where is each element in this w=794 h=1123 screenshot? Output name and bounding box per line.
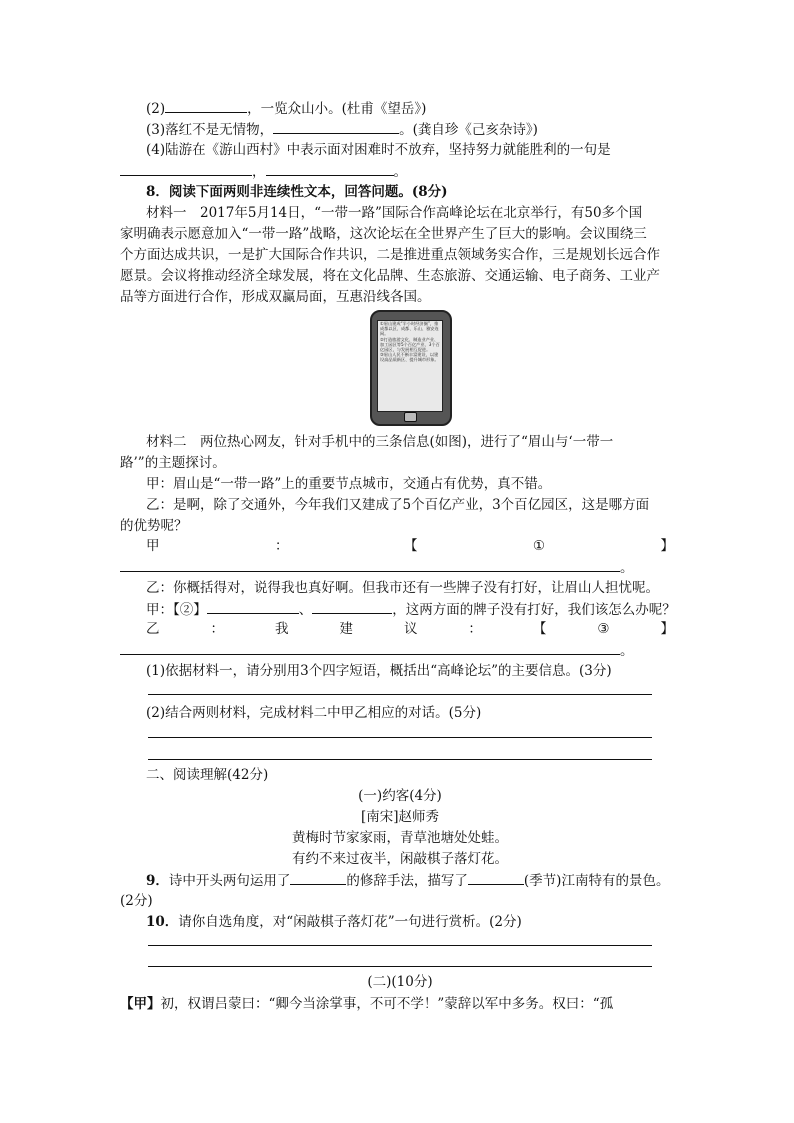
material1-line: 个方面达成共识，一是扩大国际合作共识，二是推进重点领域务实合作，三是规划长远合作 (120, 247, 660, 263)
q8-heading: 8．阅读下面两则非连续性文本，回答问题。(8分) (146, 184, 448, 200)
answer-blank[interactable] (120, 557, 620, 572)
answer-blank[interactable] (165, 98, 247, 113)
dialogue-yi1-cont: 的优势呢？ (120, 518, 188, 534)
answer-blank[interactable] (290, 870, 346, 885)
dialogue-jia1: 甲：眉山是“一带一路”上的重要节点城市，交通占有优势，真不错。 (146, 476, 552, 492)
classical-text-jia: 【甲】初，权谓吕蒙曰：“卿今当涂掌事，不可不学！”蒙辞以军中多务。权曰：“孤 (120, 996, 614, 1012)
q8-sub2: (2)结合两则材料，完成材料二中甲乙相应的对话。(5分) (146, 705, 482, 721)
answer-line[interactable] (148, 966, 652, 967)
answer-blank[interactable] (468, 870, 524, 885)
dialogue-jia3: 甲：【②】 、 ，这两方面的牌子没有打好，我们该怎么办呢？ (146, 599, 706, 620)
dialogue-jia2-answer: 。 (120, 557, 680, 578)
poem-line: 黄梅时节家家雨，青草池塘处处蛙。 (292, 830, 508, 846)
q9: 9．诗中开头两句运用了 的修辞手法，描写了 (季节)江南特有的景色。 (146, 870, 706, 891)
dialogue-yi1: 乙：是啊，除了交通外，今年我们又建成了5个百亿产业，3个百亿园区，这是哪方面 (146, 497, 650, 513)
material2-line: 材料二 两位热心网友，针对手机中的三条信息(如图)，进行了“眉山与‘一带一 (146, 434, 614, 450)
poem-title: (一)约客(4分) (358, 788, 442, 804)
home-button-icon (404, 412, 417, 422)
material1-line: 家明确表示愿意加入“一带一路”战略，这次论坛在全世界产生了巨大的影响。会议围绕三 (120, 226, 647, 242)
phone-screen: ①眉山建成“半小时经济圈”，推成都以区、成都、乐山、雅安连网。 ②打造旅游文化、制造业产业、加工园区等5个百亿产业、3个百亿园区，与发展相互促进。 ③眉山人民不断丰富建设，以建设高品质新区、提升城市形象。 (377, 320, 443, 412)
poetry-q2: (2) ，一览众山小。(杜甫《望岳》) (146, 98, 706, 119)
q10: 10．请你自选角度，对“闲敲棋子落灯花”一句进行赏析。(2分) (146, 914, 522, 930)
material1-line: 愿景。会议将推动经济全球发展，将在文化品牌、生态旅游、交通运输、电子商务、工业产 (120, 268, 660, 284)
material1-line: 品等方面进行合作，形成双赢局面，互惠沿线各国。 (120, 289, 431, 305)
material2-line: 路’”的主题探讨。 (120, 455, 226, 471)
answer-line[interactable] (148, 737, 652, 738)
answer-line[interactable] (148, 945, 652, 946)
poetry-q3: (3)落红不是无情物， 。(龚自珍《己亥杂诗》) (146, 119, 706, 140)
poetry-q4-answer: ， 。 (120, 161, 680, 182)
answer-blank[interactable] (266, 161, 394, 176)
poem-line: 有约不来过夜半，闲敲棋子落灯花。 (292, 851, 508, 867)
section2-heading: 二、阅读理解(42分) (146, 767, 269, 783)
material1-line: 材料一 2017年5月14日，“一带一路”国际合作高峰论坛在北京举行，有50多个国 (146, 205, 643, 221)
answer-blank[interactable] (273, 119, 399, 134)
dialogue-jia2: 甲 ： 【 ① 】 (146, 538, 674, 554)
poem-author: [南宋]赵师秀 (360, 809, 440, 825)
poetry-q4: (4)陆游在《游山西村》中表示面对困难时不放弃，坚持努力就能胜利的一句是 (146, 142, 611, 158)
phone-illustration (370, 310, 452, 426)
answer-line[interactable] (148, 694, 652, 695)
answer-blank[interactable] (312, 599, 392, 614)
part2-title: (二)(10分) (367, 974, 433, 990)
answer-blank[interactable] (207, 599, 299, 614)
q9-score: (2分) (120, 893, 153, 909)
dialogue-yi2: 乙：你概括得对，说得我也真好啊。但我市还有一些牌子没有打好，让眉山人担忧呢。 (146, 580, 659, 596)
dialogue-yi3: 乙 ： 我 建 议 ： 【 ③ 】 (146, 621, 674, 637)
answer-line[interactable] (148, 759, 652, 760)
q8-sub1: (1)依据材料一，请分别用3个四字短语，概括出“高峰论坛”的主要信息。(3分) (146, 663, 612, 679)
answer-blank[interactable] (120, 161, 252, 176)
answer-blank[interactable] (120, 640, 620, 655)
dialogue-yi3-answer: 。 (120, 640, 680, 661)
